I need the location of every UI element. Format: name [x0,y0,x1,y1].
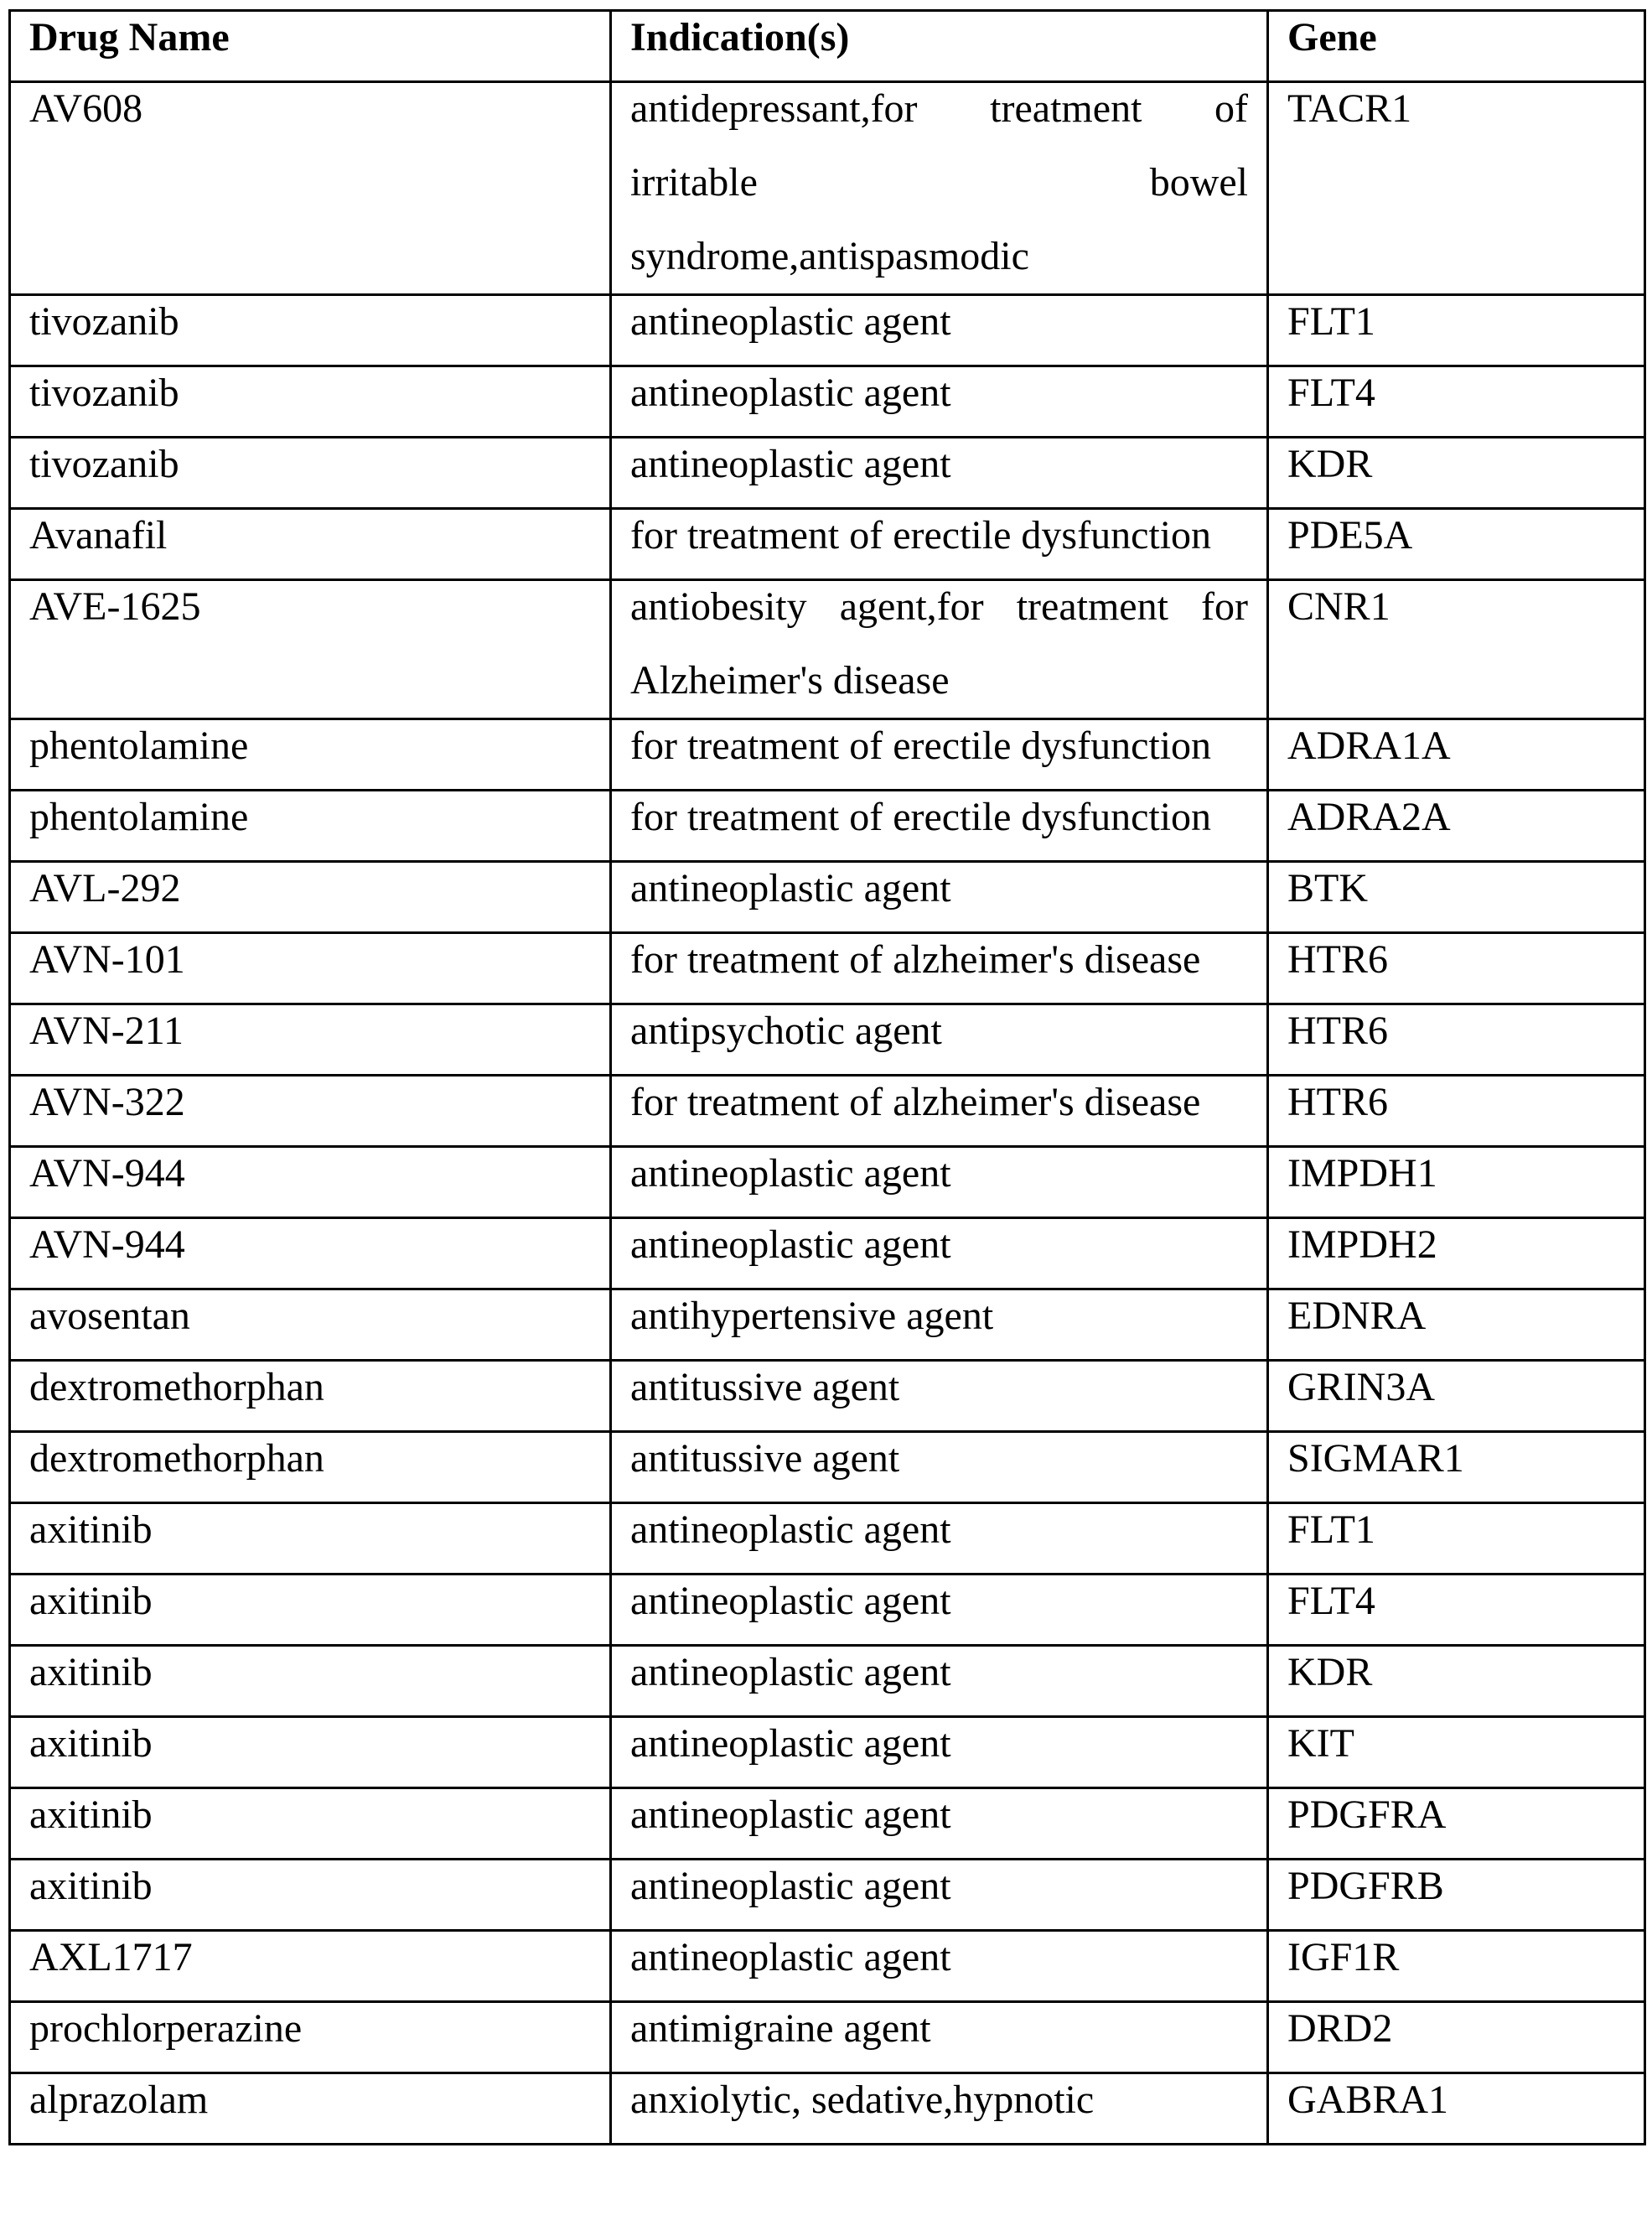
drug-name: AVN-322 [29,1080,185,1124]
indication-cell [611,1503,1268,1575]
drug-name-cell [10,366,611,438]
drug-name: tivozanib [29,371,179,415]
indication-cell [611,1575,1268,1646]
indication-text [630,580,1248,719]
indication-cell [611,1432,1268,1503]
indication-line: antineoplastic agent [630,299,951,344]
drug-name: avosentan [29,1294,190,1338]
table-row [10,791,1645,862]
gene-symbol: IGF1R [1287,1935,1400,1979]
indication-cell [611,438,1268,509]
table-row [10,82,1645,295]
gene-cell [1268,719,1645,791]
indication-cell [611,1931,1268,2002]
indication-text [630,2002,1248,2067]
drug-name-cell [10,1646,611,1717]
indication-text [630,1788,1248,1853]
table-body [10,82,1645,2145]
table-row [10,719,1645,791]
indication-cell [611,1147,1268,1218]
table-row [10,509,1645,580]
indication-line: antineoplastic agent [630,1650,951,1694]
drug-name-cell [10,1289,611,1361]
gene-symbol: ADRA2A [1287,795,1451,839]
gene-symbol: FLT1 [1287,1507,1375,1552]
indication-cell [611,1717,1268,1788]
table-row [10,1503,1645,1575]
indication-line: for treatment of erectile dysfunction [630,513,1212,558]
indication-line: antitussive agent [630,1436,900,1481]
gene-symbol: SIGMAR1 [1287,1436,1464,1481]
table-row [10,862,1645,933]
indication-line: for treatment of alzheimer's disease [630,937,1201,982]
indication-text [630,366,1248,431]
indication-line: antimigraine agent [630,2006,931,2051]
gene-symbol: TACR1 [1287,86,1412,131]
indication-line: antineoplastic agent [630,1222,951,1267]
indication-text [630,933,1248,998]
indication-line: antipsychotic agent [630,1009,942,1053]
drug-name-cell [10,2002,611,2073]
indication-text [630,1218,1248,1283]
gene-cell [1268,1646,1645,1717]
table-row [10,1147,1645,1218]
table-row [10,366,1645,438]
drug-name-cell [10,1575,611,1646]
drug-name-cell [10,509,611,580]
header-indications [611,11,1268,82]
indication-line: antineoplastic agent [630,442,951,486]
drug-name-cell [10,719,611,791]
table-row [10,295,1645,366]
indication-line: antineoplastic agent [630,371,951,415]
gene-symbol: FLT4 [1287,1579,1375,1623]
drug-name-cell [10,1788,611,1860]
table-row [10,933,1645,1004]
drug-name-cell [10,1860,611,1931]
drug-name: phentolamine [29,724,249,768]
table-row [10,1788,1645,1860]
gene-symbol: PDGFRA [1287,1792,1447,1837]
drug-name-cell [10,1717,611,1788]
indication-text [630,438,1248,502]
indication-text [630,1004,1248,1069]
table-row [10,1646,1645,1717]
indication-cell [611,933,1268,1004]
drug-name-cell [10,580,611,719]
indication-text [630,862,1248,926]
gene-cell [1268,509,1645,580]
drug-name: dextromethorphan [29,1436,324,1481]
indication-cell [611,366,1268,438]
gene-symbol: FLT1 [1287,299,1375,344]
gene-symbol: HTR6 [1287,1009,1388,1053]
drug-name: dextromethorphan [29,1365,324,1409]
indication-text [630,82,1248,294]
drug-name: AVN-944 [29,1222,185,1267]
drug-name-cell [10,82,611,295]
gene-cell [1268,1860,1645,1931]
drug-name-cell [10,438,611,509]
gene-symbol: BTK [1287,866,1368,910]
indication-cell [611,82,1268,295]
indication-line: antitussive agent [630,1365,900,1409]
table-row [10,2073,1645,2145]
gene-cell [1268,933,1645,1004]
indication-cell [611,1361,1268,1432]
drug-name-cell [10,1004,611,1076]
table-row [10,1432,1645,1503]
indication-line: antiobesity agent,for treatment for [630,584,1248,629]
indication-line: antidepressant,for treatment of [630,86,1248,131]
drug-name: AVE-1625 [29,584,201,629]
indication-cell [611,2073,1268,2145]
gene-cell [1268,1361,1645,1432]
gene-symbol: FLT4 [1287,371,1375,415]
indication-cell [611,295,1268,366]
indication-line: antineoplastic agent [630,866,951,910]
indication-line: antineoplastic agent [630,1864,951,1908]
indication-text [630,1860,1248,1924]
indication-text [630,1575,1248,1639]
indication-cell [611,791,1268,862]
drug-name-cell [10,295,611,366]
table-row [10,1076,1645,1147]
indication-cell [611,719,1268,791]
table-row [10,580,1645,719]
header-gene [1268,11,1645,82]
drug-gene-table [8,9,1646,2145]
drug-name: AVN-944 [29,1151,185,1196]
gene-symbol: KDR [1287,442,1373,486]
indication-text [630,791,1248,855]
indication-cell [611,1004,1268,1076]
header-row [10,11,1645,82]
indication-text [630,719,1248,784]
indication-line: irritable bowel [630,160,1248,205]
gene-symbol: HTR6 [1287,1080,1388,1124]
gene-cell [1268,1717,1645,1788]
indication-line: syndrome,antispasmodic [630,234,1029,278]
gene-cell [1268,1004,1645,1076]
gene-symbol: PDE5A [1287,513,1413,558]
indication-text [630,1361,1248,1425]
drug-name: prochlorperazine [29,2006,303,2051]
table-row [10,438,1645,509]
gene-cell [1268,791,1645,862]
gene-cell [1268,366,1645,438]
indication-line: for treatment of erectile dysfunction [630,724,1212,768]
indication-text [630,1503,1248,1568]
indication-text [630,509,1248,573]
indication-cell [611,580,1268,719]
indication-text [630,1147,1248,1211]
indication-text [630,1432,1248,1497]
drug-name-cell [10,1503,611,1575]
header-gene-label: Gene [1287,15,1377,60]
indication-line: antineoplastic agent [630,1579,951,1623]
gene-cell [1268,295,1645,366]
gene-cell [1268,82,1645,295]
indication-line: antineoplastic agent [630,1151,951,1196]
table-row [10,1289,1645,1361]
drug-name-cell [10,1931,611,2002]
drug-name-cell [10,1076,611,1147]
indication-line: antineoplastic agent [630,1721,951,1766]
indication-text [630,2073,1248,2138]
header-drug-name-label: Drug Name [29,15,230,60]
drug-name: AVL-292 [29,866,181,910]
gene-cell [1268,438,1645,509]
table-row [10,1717,1645,1788]
drug-name-cell [10,862,611,933]
gene-symbol: HTR6 [1287,937,1388,982]
header-indications-label: Indication(s) [630,15,850,60]
gene-cell [1268,1289,1645,1361]
indication-line: anxiolytic, sedative,hypnotic [630,2078,1095,2122]
gene-cell [1268,2073,1645,2145]
drug-name-cell [10,1147,611,1218]
gene-symbol: KIT [1287,1721,1354,1766]
indication-text [630,1646,1248,1710]
indication-line: antineoplastic agent [630,1792,951,1837]
drug-name-cell [10,1361,611,1432]
gene-cell [1268,862,1645,933]
table-row [10,1575,1645,1646]
indication-text [630,1076,1248,1140]
indication-cell [611,2002,1268,2073]
indication-cell [611,862,1268,933]
drug-name: axitinib [29,1864,153,1908]
drug-name: axitinib [29,1650,153,1694]
table-row [10,1931,1645,2002]
gene-cell [1268,1218,1645,1289]
indication-cell [611,1788,1268,1860]
drug-name-cell [10,2073,611,2145]
drug-name: AVN-101 [29,937,185,982]
gene-symbol: DRD2 [1287,2006,1393,2051]
drug-name: axitinib [29,1507,153,1552]
indication-line: Alzheimer's disease [630,658,950,703]
indication-cell [611,1076,1268,1147]
gene-symbol: PDGFRB [1287,1864,1444,1908]
indication-cell [611,1646,1268,1717]
gene-cell [1268,1076,1645,1147]
indication-text [630,1289,1248,1354]
indication-text [630,295,1248,360]
gene-cell [1268,1432,1645,1503]
table-row [10,2002,1645,2073]
gene-symbol: EDNRA [1287,1294,1427,1338]
gene-symbol: CNR1 [1287,584,1390,629]
indication-text [630,1717,1248,1782]
drug-name-cell [10,1218,611,1289]
indication-line: for treatment of erectile dysfunction [630,795,1212,839]
gene-symbol: GRIN3A [1287,1365,1435,1409]
drug-name-cell [10,791,611,862]
indication-cell [611,509,1268,580]
header-drug-name [10,11,611,82]
indication-cell [611,1289,1268,1361]
gene-cell [1268,1788,1645,1860]
drug-name: tivozanib [29,299,179,344]
table-row [10,1218,1645,1289]
indication-line: antihypertensive agent [630,1294,994,1338]
indication-cell [611,1218,1268,1289]
gene-symbol: KDR [1287,1650,1373,1694]
table-row [10,1004,1645,1076]
gene-symbol: IMPDH2 [1287,1222,1437,1267]
drug-name: AV608 [29,86,143,131]
table-row [10,1860,1645,1931]
gene-symbol: IMPDH1 [1287,1151,1437,1196]
gene-cell [1268,2002,1645,2073]
drug-name: alprazolam [29,2078,209,2122]
drug-name-cell [10,933,611,1004]
drug-name: phentolamine [29,795,249,839]
gene-symbol: ADRA1A [1287,724,1451,768]
drug-name: AVN-211 [29,1009,184,1053]
indication-line: for treatment of alzheimer's disease [630,1080,1201,1124]
gene-symbol: GABRA1 [1287,2078,1449,2122]
drug-name: axitinib [29,1579,153,1623]
drug-name: axitinib [29,1721,153,1766]
indication-line: antineoplastic agent [630,1507,951,1552]
indication-text [630,1931,1248,1995]
gene-cell [1268,1503,1645,1575]
drug-name: AXL1717 [29,1935,193,1979]
indication-line: antineoplastic agent [630,1935,951,1979]
drug-name-cell [10,1432,611,1503]
gene-cell [1268,1931,1645,2002]
gene-cell [1268,580,1645,719]
drug-name: Avanafil [29,513,168,558]
drug-name: tivozanib [29,442,179,486]
gene-cell [1268,1147,1645,1218]
indication-cell [611,1860,1268,1931]
table-row [10,1361,1645,1432]
gene-cell [1268,1575,1645,1646]
drug-name: axitinib [29,1792,153,1837]
